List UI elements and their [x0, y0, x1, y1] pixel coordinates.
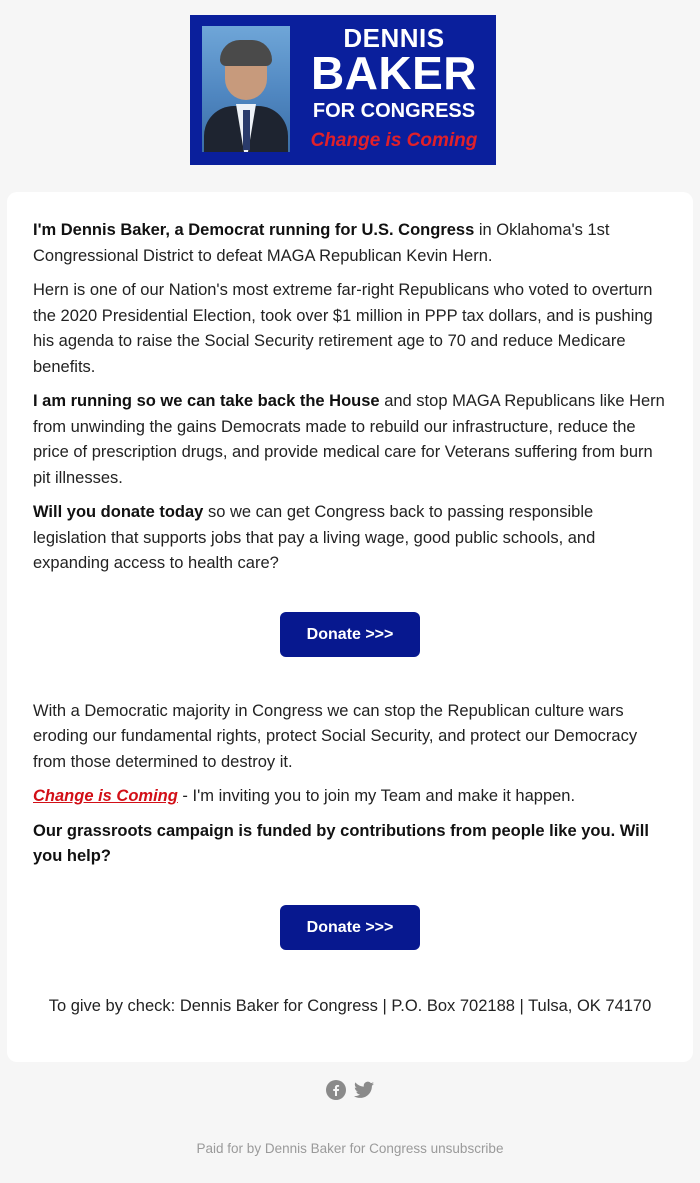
paid-for-text: Paid for by Dennis Baker for Congress [196, 1141, 427, 1156]
campaign-banner[interactable] [190, 15, 496, 165]
donate-button-2[interactable]: Donate >>> [280, 905, 420, 950]
header [0, 0, 700, 192]
intro-paragraph [33, 218, 667, 269]
donate-ask-text: so we can get Congress back to passing responsible legislation that supports jobs that pay a living wage, good public schools, and expanding access to health care? [33, 503, 596, 572]
majority-paragraph: With a Democratic majority in Congress we can stop the Republican culture wars eroding our fundamental rights, protect Social Security, and protect our Democracy from those determined to destroy it. [33, 701, 638, 771]
grassroots-bold: Our grassroots campaign is funded by contributions from people like you. Will you help? [33, 821, 649, 865]
intro-bold: I'm Dennis Baker, a Democrat running for U.S. Congress [33, 221, 475, 239]
email-body-card [7, 192, 693, 1062]
change-text: - I'm inviting you to join my Team and make it happen. [177, 787, 576, 805]
banner-for-congress: FOR CONGRESS [312, 100, 476, 122]
donate-cta-1 [33, 612, 667, 657]
candidate-photo [202, 26, 290, 152]
donate-ask-paragraph [33, 500, 667, 577]
change-is-coming-link[interactable]: Change is Coming [33, 787, 178, 805]
unsubscribe-link[interactable]: unsubscribe [430, 1141, 504, 1156]
facebook-icon[interactable] [326, 1080, 346, 1105]
hern-paragraph: Hern is one of our Nation's most extreme far-right Republicans who voted to overturn the 2020 Presidential Election, took over $1 million in PPP tax dollars, and is pushing his agenda to raise the Social Security retirement age to 70 and reduce Medicare benefits. [33, 281, 653, 376]
intro-text: in Oklahoma's 1st Congressional District to defeat MAGA Republican Kevin Hern. [33, 221, 610, 265]
twitter-icon[interactable] [354, 1081, 374, 1104]
running-text: and stop MAGA Republicans like Hern from unwinding the gains Democrats made to rebuild our infrastructure, reduce the price of prescription drugs, and provide medical care for Veterans suffering from burn pit illnesses. [33, 392, 665, 487]
footer-disclaimer [0, 1141, 700, 1156]
donate-ask-bold: Will you donate today [33, 503, 204, 521]
running-paragraph [33, 389, 667, 491]
running-bold: I am running so we can take back the House [33, 392, 380, 410]
banner-slogan: Change is Coming [310, 130, 478, 151]
donate-cta-2 [33, 905, 667, 950]
donate-button-1[interactable]: Donate >>> [280, 612, 420, 657]
check-mailing-info: To give by check: Dennis Baker for Congress | P.O. Box 702188 | Tulsa, OK 74170 [48, 996, 652, 1015]
banner-first-name: DENNIS [343, 23, 445, 53]
social-links [0, 1080, 700, 1105]
banner-last-name: BAKER [310, 47, 478, 99]
change-paragraph [33, 784, 667, 810]
grassroots-paragraph [33, 819, 667, 870]
